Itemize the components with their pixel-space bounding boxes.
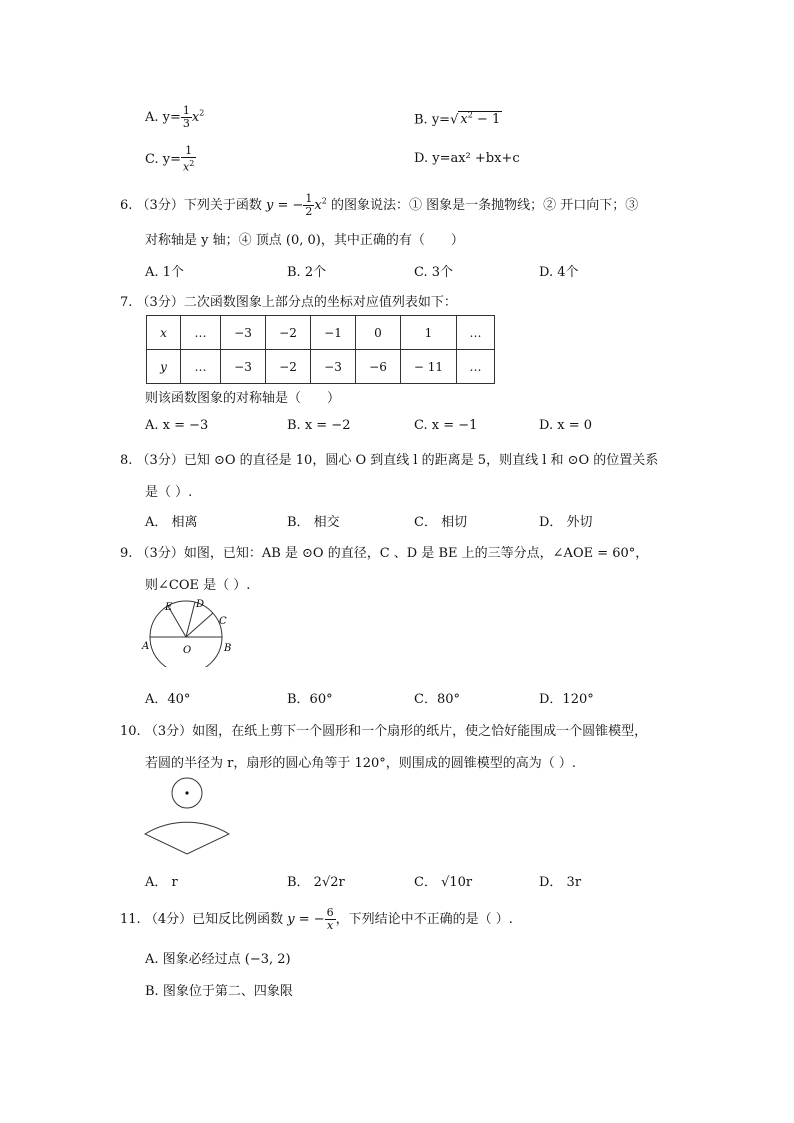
question-stem: 已知 ⊙O 的直径是 10，圆心 O 到直线 l 的距离是 5，则直线 l 和 ⊙O 的位置关系 [183,453,659,468]
label-o: O [183,645,192,656]
q5-option-b[interactable] [414,111,502,127]
radius-od [186,602,195,637]
q6-option-c[interactable]: C. 3个 [414,265,454,280]
option-c-prefix: C. y= [145,151,181,167]
numerator: 1 [182,104,190,117]
q7-option-a[interactable]: A. x = −3 [145,418,209,433]
sector-shape [145,822,229,854]
question-points: （4分） [144,912,193,927]
function-lhs: y = − [287,912,325,927]
fraction [325,907,336,932]
label-b: B [224,643,232,654]
table-cell: 1 [401,316,457,350]
table-cell: … [181,350,221,384]
table-cell: −1 [311,316,356,350]
fraction [303,193,314,218]
table-cell: −2 [266,316,311,350]
numerator: 1 [181,145,196,158]
q8-option-a[interactable]: A． 相离 [145,515,198,530]
table-cell: −3 [221,350,266,384]
numerator: 6 [326,906,334,919]
question-points: （3分） [136,546,184,561]
q7-option-c[interactable]: C. x = −1 [414,418,478,433]
question-stem-cont: ，下列结论中不正确的是（ ）. [335,912,513,927]
table-cell: x [147,316,181,350]
table-cell: −3 [221,316,266,350]
table-cell: y [147,350,181,384]
question-points: （3分） [136,295,184,310]
q9-line2: 则∠COE 是（ ）. [145,578,251,593]
q8-line1 [120,449,658,468]
option-a-prefix: A. y= [145,110,181,125]
q5-option-d[interactable]: D. y=ax² +bx+c [414,151,520,166]
q11-option-b[interactable]: B. 图象位于第二、四象限 [145,984,293,999]
table-cell: … [181,316,221,350]
q6-option-b[interactable]: B. 2个 [287,265,327,280]
q8-option-b[interactable]: B． 相交 [287,515,340,530]
radicand [458,111,502,127]
label-e: E [165,602,173,613]
label-a: A [142,641,150,652]
q6-line2: 对称轴是 y 轴；④ 顶点 (0, 0)，其中正确的有（ ） [145,233,464,248]
function-lhs: y = − [265,198,304,213]
fraction [181,105,192,130]
q6-option-a[interactable]: A. 1个 [145,265,184,280]
denominator: x [327,919,334,932]
q7-option-b[interactable]: B. x = −2 [287,418,351,433]
question-points: （3分） [136,198,184,213]
q10-option-d[interactable]: D． 3r [539,875,582,890]
q10-option-a[interactable]: A． r [145,875,178,890]
exponent: 2 [467,111,473,120]
table-cell: −3 [311,350,356,384]
q10-line2: 若圆的半径为 r，扇形的圆心角等于 120°，则围成的圆锥模型的高为（ ）. [145,756,577,771]
q11-line1 [120,907,513,932]
q5-option-c[interactable] [145,145,196,174]
variable: x [460,112,468,128]
question-stem: 如图，在纸上剪下一个圆形和一个扇形的纸片，使之恰好能围成一个圆锥模型， [192,724,648,739]
table-cell: − 11 [401,350,457,384]
q8-option-d[interactable]: D． 外切 [539,515,593,530]
q10-option-c[interactable]: C． √10r [414,875,473,890]
label-d: D [196,599,205,610]
variable: x [314,198,322,213]
q9-option-b[interactable]: B．60° [287,692,333,707]
q11-option-a[interactable]: A. 图象必经过点 (−3, 2) [145,952,291,967]
circle-outline [150,601,222,667]
question-number: 7. [120,295,133,310]
q9-option-d[interactable]: D．120° [539,692,594,707]
q6-option-d[interactable]: D. 4个 [539,265,579,280]
sqrt-sign: √ [450,112,459,128]
q8-option-c[interactable]: C． 相切 [414,515,468,530]
denominator: 2 [305,205,313,218]
question-stem: 已知反比例函数 [192,912,288,927]
question-number: 6. [120,198,133,213]
question-number: 8. [120,453,133,468]
question-stem: 二次函数图象上部分点的坐标对应值列表如下： [183,295,457,310]
question-stem: 如图，已知：AB 是 ⊙O 的直径，C 、D 是 BE 上的三等分点，∠AOE = 60°， [183,546,649,561]
table-row-x [147,316,495,350]
table-cell: … [457,316,495,350]
q7-stem [120,291,457,310]
q7-option-d[interactable]: D. x = 0 [539,418,592,433]
question-stem-cont: 的图象说法：① 图象是一条抛物线；② 开口向下；③ [326,198,639,213]
variable: x [183,160,190,174]
q8-line2: 是（ ）. [145,485,193,500]
label-c: C [219,616,227,627]
question-stem: 下列关于函数 [183,198,266,213]
q5-option-a[interactable] [145,105,204,130]
q9-option-c[interactable]: C．80° [414,692,460,707]
table-cell: −6 [356,350,401,384]
exponent: 2 [199,108,205,118]
exponent: 2 [321,196,327,206]
q6-line1 [120,193,638,218]
table-cell: 0 [356,316,401,350]
table-row-y [147,350,495,384]
q7-after: 则该函数图象的对称轴是（ ） [145,391,341,406]
q9-circle-figure [140,595,240,667]
radicand-tail: − 1 [472,112,501,128]
question-number: 10. [120,724,141,739]
question-number: 11. [120,912,141,927]
circle-center-dot [185,791,188,794]
q9-option-a[interactable]: A．40° [145,692,191,707]
option-b-prefix: B. y= [414,112,451,128]
exponent: 2 [189,159,195,168]
denominator [181,158,196,174]
denominator: 3 [182,117,190,130]
q10-line1 [120,720,647,739]
question-points: （3分） [144,724,193,739]
q10-option-b[interactable]: B． 2√2r [287,875,345,890]
numerator: 1 [305,192,313,205]
radius-oc [186,613,213,637]
values-table [146,315,495,384]
table-cell: −2 [266,350,311,384]
q9-line1 [120,542,648,561]
q10-cone-figure [140,772,236,856]
variable: x [191,110,200,125]
question-points: （3分） [136,453,184,468]
fraction [181,145,196,174]
table-cell: … [457,350,495,384]
question-number: 9. [120,546,133,561]
